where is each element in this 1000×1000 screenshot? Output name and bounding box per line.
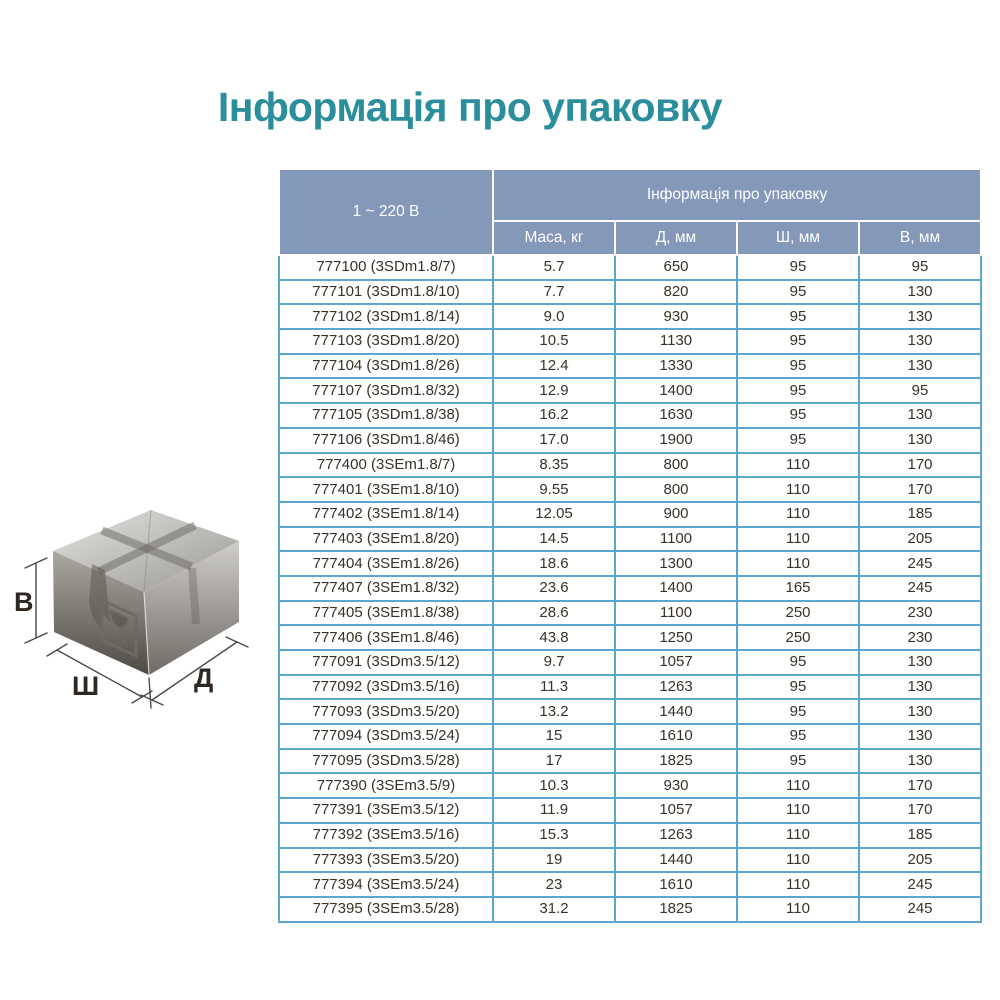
product-code-cell: 777102 (3SDm1.8/14) [279, 304, 493, 329]
value-cell: 23 [493, 872, 615, 897]
value-cell: 130 [859, 280, 981, 305]
table-row [279, 897, 981, 922]
value-cell: 95 [737, 724, 859, 749]
value-cell: 1300 [615, 551, 737, 576]
product-code-cell: 777093 (3SDm3.5/20) [279, 699, 493, 724]
header-row-top [279, 169, 981, 221]
value-cell: 14.5 [493, 527, 615, 552]
value-cell: 110 [737, 848, 859, 873]
table-row [279, 798, 981, 823]
value-cell: 1400 [615, 378, 737, 403]
value-cell: 17 [493, 749, 615, 774]
value-cell: 900 [615, 502, 737, 527]
product-code-cell: 777395 (3SEm3.5/28) [279, 897, 493, 922]
value-cell: 15.3 [493, 823, 615, 848]
value-cell: 95 [737, 749, 859, 774]
height-dimension-label: В [14, 587, 34, 617]
value-cell: 95 [737, 403, 859, 428]
table-row [279, 354, 981, 379]
product-code-cell: 777092 (3SDm3.5/16) [279, 675, 493, 700]
column-header-length: Д, мм [615, 221, 737, 255]
value-cell: 13.2 [493, 699, 615, 724]
table-header [279, 169, 981, 255]
length-dimension-tick [226, 637, 248, 647]
table-row [279, 625, 981, 650]
table-row [279, 453, 981, 478]
value-cell: 31.2 [493, 897, 615, 922]
table-row [279, 280, 981, 305]
value-cell: 10.5 [493, 329, 615, 354]
value-cell: 95 [737, 675, 859, 700]
value-cell: 170 [859, 477, 981, 502]
value-cell: 1440 [615, 848, 737, 873]
value-cell: 12.9 [493, 378, 615, 403]
value-cell: 250 [737, 601, 859, 626]
product-code-cell: 777402 (3SEm1.8/14) [279, 502, 493, 527]
value-cell: 230 [859, 601, 981, 626]
value-cell: 1825 [615, 897, 737, 922]
value-cell: 800 [615, 453, 737, 478]
value-cell: 130 [859, 749, 981, 774]
product-code-cell: 777400 (3SEm1.8/7) [279, 453, 493, 478]
value-cell: 12.4 [493, 354, 615, 379]
width-dimension-label: Ш [72, 671, 100, 701]
value-cell: 5.7 [493, 255, 615, 280]
value-cell: 1900 [615, 428, 737, 453]
value-cell: 1130 [615, 329, 737, 354]
value-cell: 110 [737, 798, 859, 823]
product-code-cell: 777105 (3SDm1.8/38) [279, 403, 493, 428]
table-row [279, 848, 981, 873]
value-cell: 650 [615, 255, 737, 280]
value-cell: 1263 [615, 675, 737, 700]
table-row [279, 477, 981, 502]
value-cell: 95 [737, 255, 859, 280]
value-cell: 245 [859, 576, 981, 601]
value-cell: 17.0 [493, 428, 615, 453]
table-row [279, 675, 981, 700]
value-cell: 130 [859, 304, 981, 329]
table-row [279, 255, 981, 280]
value-cell: 7.7 [493, 280, 615, 305]
value-cell: 110 [737, 823, 859, 848]
value-cell: 95 [737, 304, 859, 329]
value-cell: 130 [859, 354, 981, 379]
table-row [279, 650, 981, 675]
table-row [279, 823, 981, 848]
table-row [279, 304, 981, 329]
value-cell: 10.3 [493, 773, 615, 798]
value-cell: 8.35 [493, 453, 615, 478]
value-cell: 800 [615, 477, 737, 502]
value-cell: 1440 [615, 699, 737, 724]
value-cell: 95 [737, 378, 859, 403]
product-code-cell: 777405 (3SEm1.8/38) [279, 601, 493, 626]
value-cell: 1610 [615, 724, 737, 749]
value-cell: 95 [737, 329, 859, 354]
value-cell: 930 [615, 304, 737, 329]
value-cell: 110 [737, 872, 859, 897]
product-code-cell: 777401 (3SEm1.8/10) [279, 477, 493, 502]
column-header-height: В, мм [859, 221, 981, 255]
value-cell: 1263 [615, 823, 737, 848]
product-code-cell: 777404 (3SEm1.8/26) [279, 551, 493, 576]
value-cell: 95 [737, 699, 859, 724]
value-cell: 185 [859, 823, 981, 848]
value-cell: 1100 [615, 527, 737, 552]
value-cell: 1330 [615, 354, 737, 379]
value-cell: 110 [737, 551, 859, 576]
packing-tape [192, 568, 196, 624]
value-cell: 130 [859, 699, 981, 724]
table-row [279, 724, 981, 749]
value-cell: 95 [859, 378, 981, 403]
table-row [279, 773, 981, 798]
value-cell: 930 [615, 773, 737, 798]
value-cell: 110 [737, 502, 859, 527]
product-code-cell: 777391 (3SEm3.5/12) [279, 798, 493, 823]
value-cell: 1057 [615, 650, 737, 675]
table-row [279, 403, 981, 428]
value-cell: 11.3 [493, 675, 615, 700]
table-row [279, 601, 981, 626]
table-row [279, 378, 981, 403]
value-cell: 130 [859, 428, 981, 453]
page-title: Інформація про упаковку [217, 84, 723, 130]
product-code-cell: 777403 (3SEm1.8/20) [279, 527, 493, 552]
value-cell: 185 [859, 502, 981, 527]
value-cell: 110 [737, 527, 859, 552]
table-row [279, 749, 981, 774]
value-cell: 205 [859, 848, 981, 873]
value-cell: 43.8 [493, 625, 615, 650]
value-cell: 1057 [615, 798, 737, 823]
product-code-cell: 777095 (3SDm3.5/28) [279, 749, 493, 774]
value-cell: 230 [859, 625, 981, 650]
value-cell: 15 [493, 724, 615, 749]
value-cell: 12.05 [493, 502, 615, 527]
value-cell: 245 [859, 872, 981, 897]
product-code-cell: 777101 (3SDm1.8/10) [279, 280, 493, 305]
product-code-cell: 777103 (3SDm1.8/20) [279, 329, 493, 354]
product-code-cell: 777392 (3SEm3.5/16) [279, 823, 493, 848]
product-code-cell: 777407 (3SEm1.8/32) [279, 576, 493, 601]
value-cell: 205 [859, 527, 981, 552]
value-cell: 245 [859, 897, 981, 922]
packaging-info-header-cell: Інформація про упаковку [493, 169, 981, 221]
value-cell: 1825 [615, 749, 737, 774]
value-cell: 95 [737, 650, 859, 675]
value-cell: 23.6 [493, 576, 615, 601]
value-cell: 130 [859, 329, 981, 354]
table-body [279, 255, 981, 922]
table-row [279, 428, 981, 453]
product-code-cell: 777091 (3SDm3.5/12) [279, 650, 493, 675]
value-cell: 19 [493, 848, 615, 873]
value-cell: 130 [859, 650, 981, 675]
product-code-cell: 777107 (3SDm1.8/32) [279, 378, 493, 403]
value-cell: 95 [737, 354, 859, 379]
table-row [279, 329, 981, 354]
table-row [279, 527, 981, 552]
value-cell: 130 [859, 724, 981, 749]
product-code-cell: 777106 (3SDm1.8/46) [279, 428, 493, 453]
value-cell: 9.7 [493, 650, 615, 675]
value-cell: 1610 [615, 872, 737, 897]
value-cell: 170 [859, 453, 981, 478]
value-cell: 110 [737, 453, 859, 478]
value-cell: 18.6 [493, 551, 615, 576]
value-cell: 28.6 [493, 601, 615, 626]
value-cell: 170 [859, 773, 981, 798]
value-cell: 1100 [615, 601, 737, 626]
table-row [279, 502, 981, 527]
value-cell: 110 [737, 897, 859, 922]
value-cell: 1250 [615, 625, 737, 650]
value-cell: 250 [737, 625, 859, 650]
product-code-cell: 777394 (3SEm3.5/24) [279, 872, 493, 897]
product-code-cell: 777390 (3SEm3.5/9) [279, 773, 493, 798]
value-cell: 110 [737, 477, 859, 502]
voltage-header-cell: 1 ~ 220 В [279, 169, 493, 255]
column-header-mass: Маса, кг [493, 221, 615, 255]
value-cell: 9.55 [493, 477, 615, 502]
product-code-cell: 777100 (3SDm1.8/7) [279, 255, 493, 280]
table-row [279, 551, 981, 576]
value-cell: 130 [859, 675, 981, 700]
value-cell: 9.0 [493, 304, 615, 329]
product-code-cell: 777406 (3SEm1.8/46) [279, 625, 493, 650]
value-cell: 1630 [615, 403, 737, 428]
value-cell: 165 [737, 576, 859, 601]
length-extension-line [149, 678, 151, 708]
value-cell: 170 [859, 798, 981, 823]
value-cell: 11.9 [493, 798, 615, 823]
value-cell: 110 [737, 773, 859, 798]
value-cell: 95 [859, 255, 981, 280]
product-code-cell: 777393 (3SEm3.5/20) [279, 848, 493, 873]
packaging-table [278, 168, 982, 923]
value-cell: 130 [859, 403, 981, 428]
value-cell: 95 [737, 428, 859, 453]
column-header-width: Ш, мм [737, 221, 859, 255]
value-cell: 1400 [615, 576, 737, 601]
length-dimension-tick [141, 695, 163, 705]
product-code-cell: 777094 (3SDm3.5/24) [279, 724, 493, 749]
value-cell: 95 [737, 280, 859, 305]
length-dimension-label: Д [194, 663, 214, 693]
value-cell: 820 [615, 280, 737, 305]
table-row [279, 576, 981, 601]
table-row [279, 872, 981, 897]
package-box-illustration [12, 494, 258, 734]
table-row [279, 699, 981, 724]
product-code-cell: 777104 (3SDm1.8/26) [279, 354, 493, 379]
value-cell: 16.2 [493, 403, 615, 428]
value-cell: 245 [859, 551, 981, 576]
